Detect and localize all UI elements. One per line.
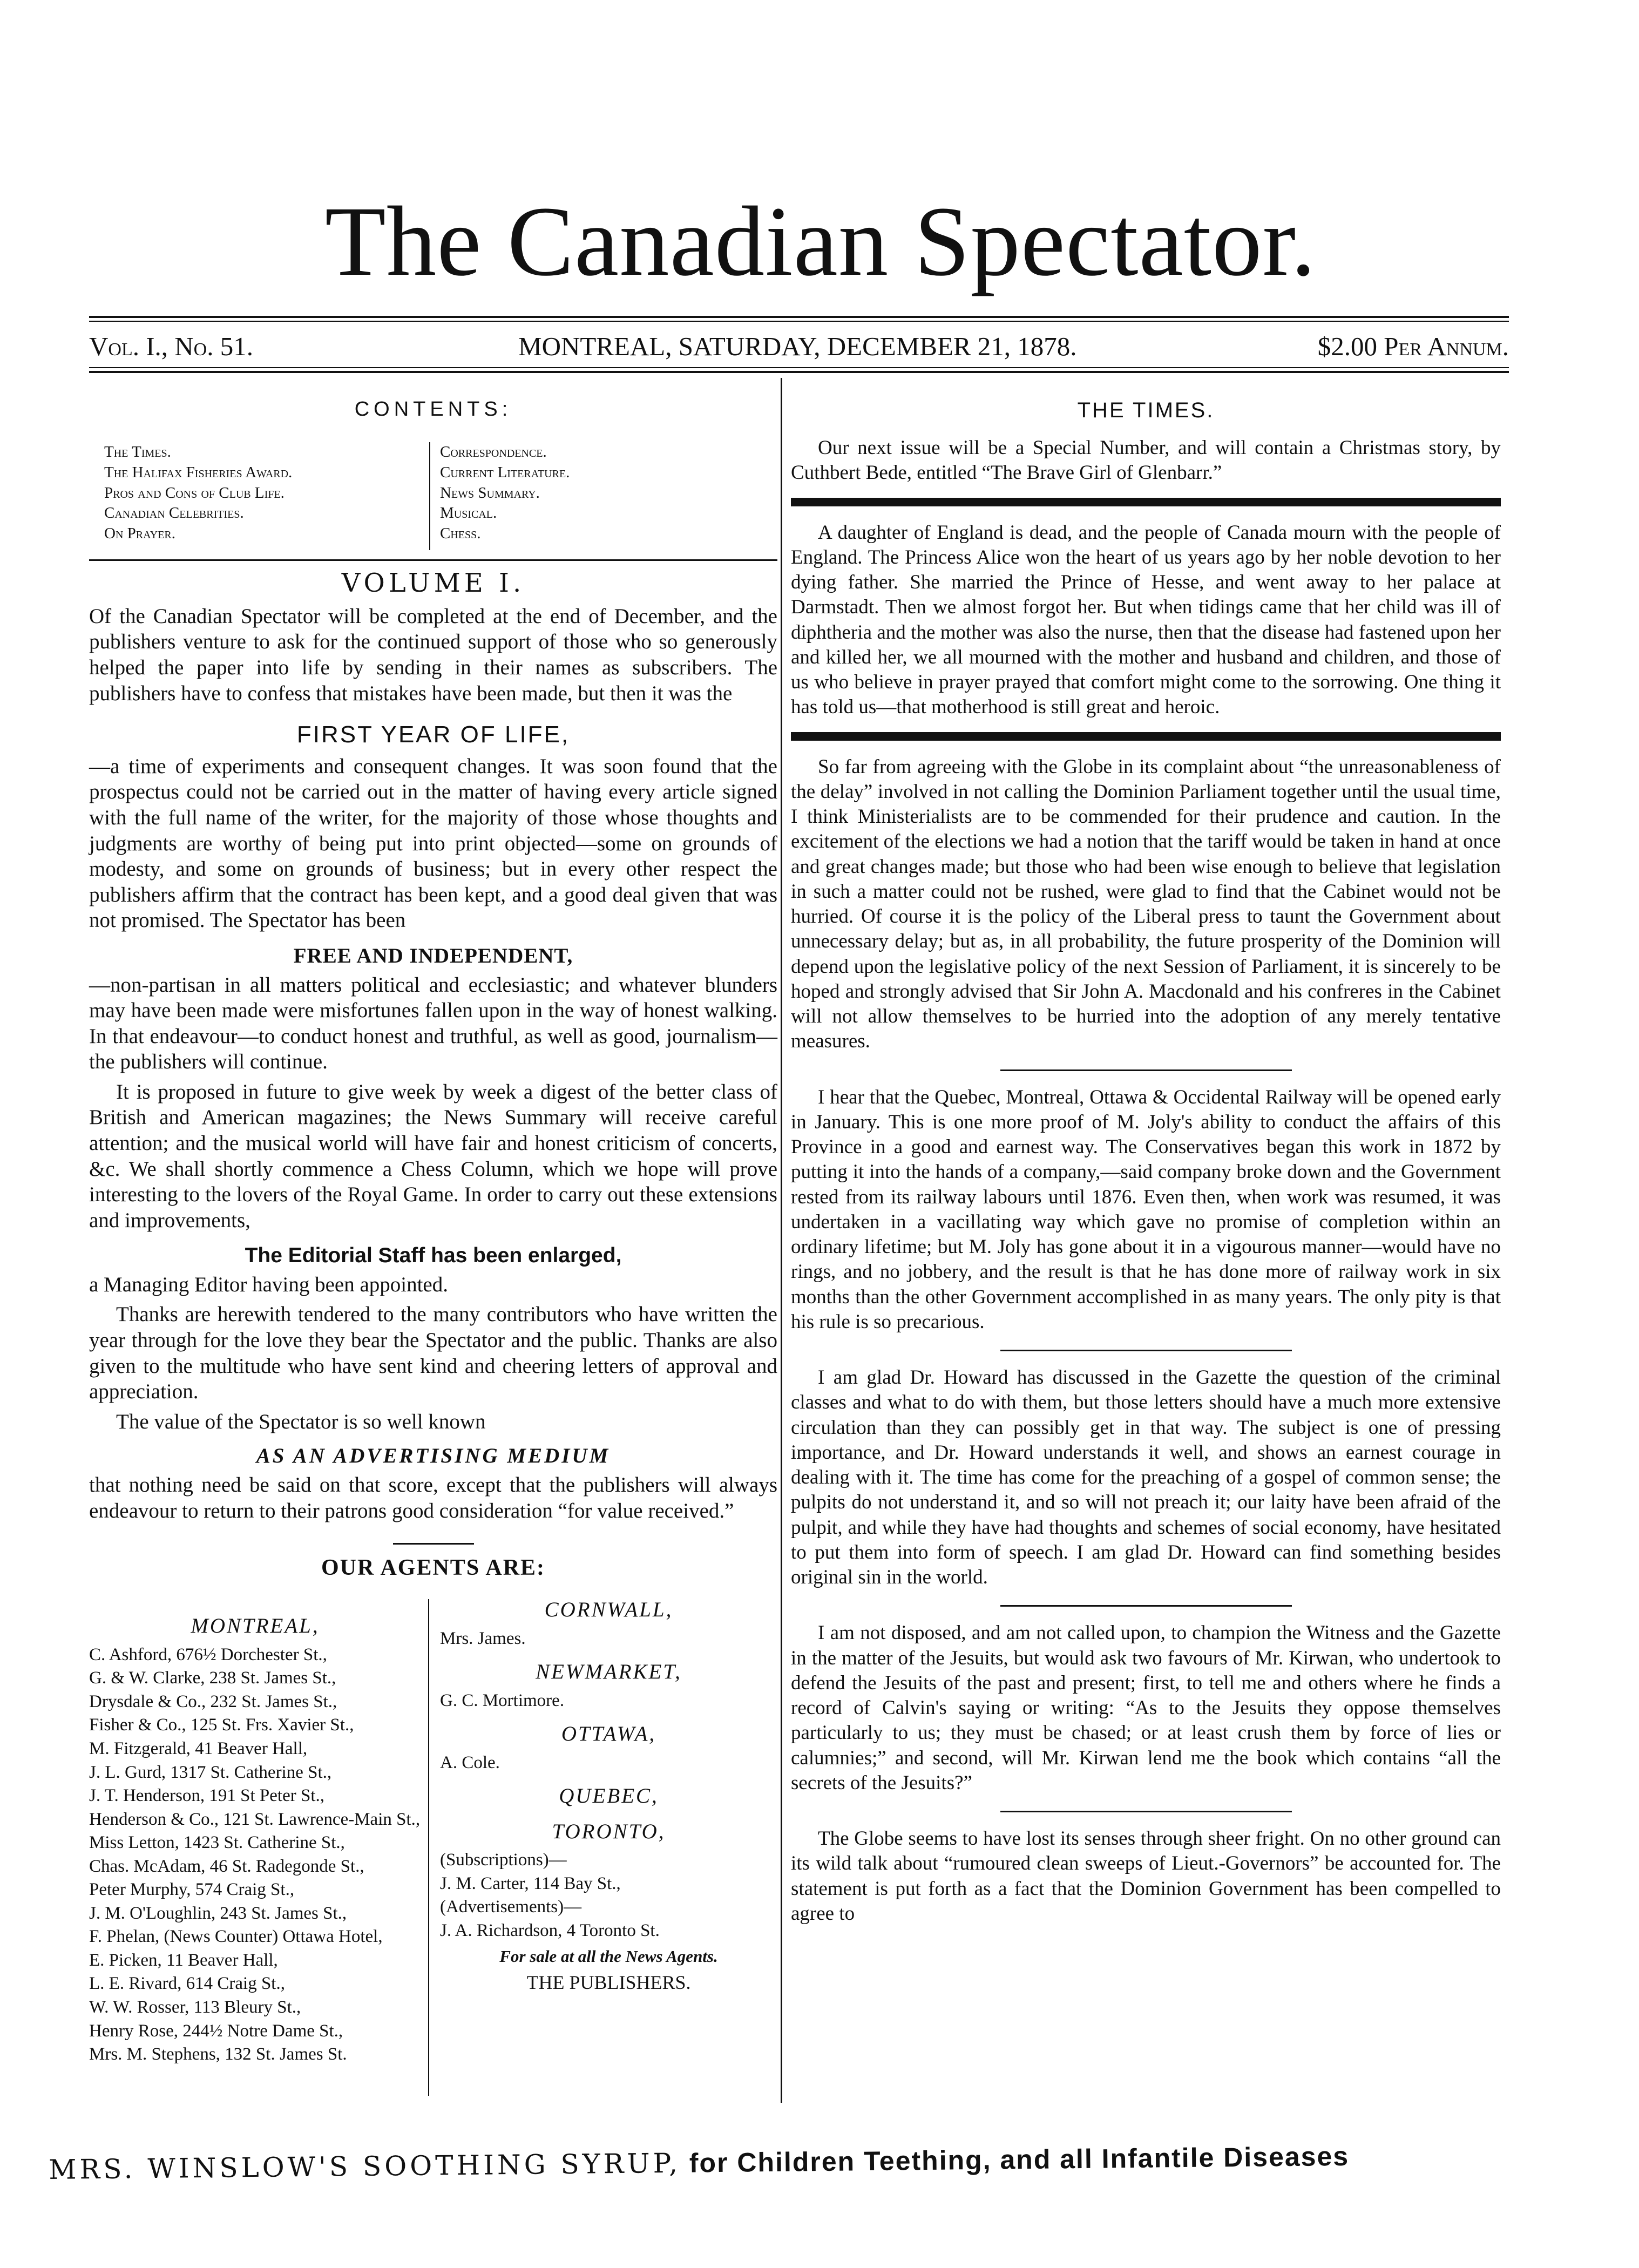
agent-entry: Chas. McAdam, 46 St. Radegonde St.,: [89, 1856, 364, 1876]
publishers-signature: THE PUBLISHERS.: [526, 1972, 691, 1994]
city-heading-cornwall: CORNWALL,: [544, 1598, 673, 1622]
agent-entry: G. C. Mortimore.: [440, 1690, 565, 1710]
contents-item: Correspondence.: [440, 443, 547, 461]
issue-rule-bottom-thin: [89, 367, 1509, 368]
times-heading: THE TIMES.: [1077, 398, 1215, 422]
agent-entry: Henry Rose, 244½ Notre Dame St.,: [89, 2021, 343, 2041]
editorial-staff-heading: The Editorial Staff has been enlarged,: [245, 1244, 622, 1268]
city-heading-montreal: MONTREAL,: [191, 1614, 320, 1638]
agent-entry: G. & W. Clarke, 238 St. James St.,: [89, 1668, 336, 1688]
section-rule: [1000, 1811, 1292, 1812]
section-rule: [1000, 1605, 1292, 1607]
agent-entry: J. M. O'Loughlin, 243 St. James St.,: [89, 1903, 347, 1923]
agent-entry: J. A. Richardson, 4 Toronto St.: [440, 1920, 660, 1940]
contents-divider: [429, 442, 430, 550]
column-divider: [781, 378, 782, 2103]
advertisement-banner: [49, 2138, 1593, 2185]
agents-montreal: [89, 1604, 421, 2066]
globe-parliament-paragraph: So far from agreeing with the Globe in its complaint about “the unreasonableness of the delay” involved in not calling the Dominion Parliament together until the usual time, I think Ministerialists are to be commended for their prudence and caution. In the excitement of the elections we had a notion that the tariff would be taken in hand at once and great changes made; but those who had been wise enough to believe that legislation in such a matter could not be rushed, were glad to find that the Cabinet would not be hurried. Of course it is the policy of the Liberal press to taunt the Government about unnecessary delay; but as, in all probability, the future prosperity of the Dominion will depend upon the legislative policy of the next Session of Parliament, it is sincerely to be hoped and strongly advised that Sir John A. Macdonald and his confreres in the Cabinet will not allow themselves to be hurried into the adoption of any merely tentative measures.: [791, 755, 1501, 1053]
agent-entry: Fisher & Co., 125 St. Frs. Xavier St.,: [89, 1715, 354, 1735]
left-column: [89, 397, 777, 2107]
for-sale-note: For sale at all the News Agents.: [499, 1947, 718, 1966]
contents-item: Canadian Celebrities.: [104, 504, 244, 522]
agent-entry: Drysdale & Co., 232 St. James St.,: [89, 1691, 337, 1711]
advertisement-text: for Children Teething, and all Infantile Diseases: [680, 2141, 1350, 2178]
free-independent-heading: FREE AND INDEPENDENT,: [293, 944, 573, 967]
special-number-paragraph: Our next issue will be a Special Number, and will contain a Christmas story, by Cuthbert Bede, entitled “The Brave Girl of Glenbarr.”: [791, 437, 1501, 484]
agent-entry: Peter Murphy, 574 Craig St.,: [89, 1880, 295, 1900]
advertising-medium-heading: AS AN ADVERTISING MEDIUM: [256, 1444, 611, 1468]
value-paragraph: The value of the Spectator is so well known: [116, 1410, 486, 1433]
agent-entry: C. Ashford, 676½ Dorchester St.,: [89, 1644, 327, 1664]
agent-entry: (Advertisements)—: [440, 1897, 582, 1917]
contents-title: CONTENTS:: [354, 398, 512, 421]
section-rule: [1000, 1069, 1292, 1071]
agent-entry: Mrs. M. Stephens, 132 St. James St.: [89, 2044, 347, 2064]
contents-item: On Prayer.: [104, 525, 175, 543]
agents-heading: OUR AGENTS ARE:: [321, 1555, 546, 1581]
free-independent-paragraph: —non-partisan in all matters political and ecclesiastic; and whatever blunders may have been made were misfortunes fallen upon in the way of honest walking. In that endeavour—to conduct honest and truthful, as well as good, journalism—the publishers will continue.: [89, 973, 777, 1074]
masthead-rule-top: [89, 316, 1509, 318]
contents-column-2: [440, 442, 721, 544]
volume-number: Vol. I., No. 51.: [89, 331, 253, 361]
agent-entry: J. L. Gurd, 1317 St. Catherine St.,: [89, 1762, 332, 1782]
agent-entry: Mrs. James.: [440, 1628, 526, 1648]
city-heading-quebec: QUEBEC,: [559, 1784, 659, 1808]
agents-divider: [428, 1599, 429, 2096]
contents-item: Current Literature.: [440, 464, 570, 482]
city-heading-newmarket: NEWMARKET,: [536, 1660, 682, 1684]
agents-rule: [393, 1543, 474, 1545]
agent-entry: J. T. Henderson, 191 St Peter St.,: [89, 1786, 325, 1806]
contents-item: Chess.: [440, 525, 481, 543]
agent-entry: (Subscriptions)—: [440, 1850, 567, 1870]
globe-fright-paragraph: The Globe seems to have lost its senses through sheer fright. On no other ground can its wild talk about “rumoured clean sweeps of Lieut.-Governors” be accounted for. The statement is put forth as a fact that the Dominion Government has been compelled to agree to: [791, 1827, 1501, 1925]
agents-list: [89, 1588, 777, 2107]
contents-list: [89, 442, 777, 553]
dateline: MONTREAL, SATURDAY, DECEMBER 21, 1878.: [518, 331, 1077, 361]
section-rule: [1000, 1350, 1292, 1351]
agent-entry: J. M. Carter, 114 Bay St.,: [440, 1873, 621, 1893]
contents-item: Musical.: [440, 504, 497, 522]
agent-entry: M. Fitzgerald, 41 Beaver Hall,: [89, 1738, 308, 1758]
contents-item: The Halifax Fisheries Award.: [104, 464, 293, 482]
agent-entry: E. Picken, 11 Beaver Hall,: [89, 1950, 278, 1970]
advertisement-product: MRS. WINSLOW'S SOOTHING SYRUP,: [49, 2147, 681, 2185]
jesuits-paragraph: I am not disposed, and am not called upon, to champion the Witness and the Gazette in the matter of the Jesuits, but would ask two favours of Mr. Kirwan, who undertook to defend the Jesuits of the past and present; first, to tell me and others where he finds a record of Calvin's saying or writing: “As to the Jesuits they oppose themselves particularly to us; they must be chased; or at least crush them by force of lies or calumnies;” and second, will Mr. Kirwan lend me the book which contains “all the secrets of the Jesuits?”: [791, 1622, 1501, 1794]
city-heading-toronto: TORONTO,: [552, 1819, 666, 1843]
princess-alice-paragraph: A daughter of England is dead, and the people of Canada mourn with the people of England. The Princess Alice won the heart of us years ago by her noble devotion to her dying father. She married the Prince of Hesse, and went away to her palace at Darmstadt. Then we almost forgot her. But when tidings came that her child was ill of diphtheria and the mother was also the nurse, then that the disease had fastened upon her and killed her, we all mourned with the mother and husband and children, and those of us who believe in prayer prayed that comfort might come to the sorrowing. One thing it has told us—that motherhood is still great and heroic.: [791, 521, 1501, 719]
first-year-heading: FIRST YEAR OF LIFE,: [296, 721, 570, 748]
contents-column-1: [104, 442, 385, 544]
heavy-rule: [791, 498, 1501, 506]
agent-entry: Henderson & Co., 121 St. Lawrence-Main St.,: [89, 1809, 421, 1829]
volume-heading: VOLUME I.: [341, 568, 525, 599]
agents-other-cities: [440, 1588, 777, 1996]
agent-entry: W. W. Rosser, 113 Bleury St.,: [89, 1997, 301, 2017]
future-plans-paragraph: It is proposed in future to give week by week a digest of the better class of British and American magazines; the News Summary will receive careful attention; and the musical world will have fair and honest criticism of concerts, &c. We shall shortly commence a Chess Column, which we hope will prove interesting to the lovers of the Royal Game. In order to carry out these extensions and improvements,: [89, 1080, 777, 1232]
city-heading-ottawa: OTTAWA,: [561, 1722, 656, 1746]
subscription-price: $2.00 Per Annum.: [1317, 331, 1509, 361]
first-year-paragraph: —a time of experiments and consequent changes. It was soon found that the prospectus could not be carried out in the matter of having every article signed with the full name of the writer, for the majority of those whose thoughts and judgments are worthy of being put into print objected—some on grounds of modesty, and some on grounds of business; but in every other respect the publishers affirm that the contract has been kept, and a good deal given that was not promised. The Spectator has been: [89, 754, 777, 932]
thanks-paragraph: Thanks are herewith tendered to the many contributors who have written the year through for the love they bear the Spectator and the public. Thanks are also given to the multitude who have sent kind and cheering letters of approval and appreciation.: [89, 1303, 777, 1404]
dr-howard-paragraph: I am glad Dr. Howard has discussed in the Gazette the question of the criminal classes and what to do with them, but those letters should have a much more extensive circulation than they can possibly get in that way. The subject is one of pressing importance, and Dr. Howard understands it well, and shows an earnest courage in dealing with it. The time has come for the preaching of a gospel of common sense; the pulpits do not understand it, and so will not preach it; our laity have been afraid of the pulpit, and while they have had thoughts and schemes of social economy, have hesitated to put them into form of speech. I am glad Dr. Howard can find something besides original sin in the world.: [791, 1366, 1501, 1588]
contents-item: The Times.: [104, 443, 171, 461]
railway-paragraph: I hear that the Quebec, Montreal, Ottawa & Occidental Railway will be opened early in January. This is one more proof of M. Joly's ability to conduct the affairs of this Province in a good and earnest way. The Conservatives began this work in 1872 by putting it into the hands of a company,—said company broke down and the Government rested from its railway labours until 1876. Even then, when work was resumed, it was undertaken in a vacillating way which gave no promise of completion within an ordinary lifetime; but M. Joly has gone about it in a vigourous manner—would have no rings, and no jobbery, and the result is that he has done more of railway work in six months than the other Government accomplished in as many years. The only pity is that his rule is so precarious.: [791, 1086, 1501, 1333]
agent-entry: L. E. Rivard, 614 Craig St.,: [89, 1974, 285, 1994]
volume-paragraph: Of the Canadian Spectator will be completed at the end of December, and the publishers venture to ask for the continued support of those who so generously helped the paper into life by sending in their names as subscribers. The publishers have to confess that mistakes have been made, but then it was the: [89, 604, 777, 705]
contents-item: News Summary.: [440, 484, 540, 502]
heavy-rule: [791, 732, 1501, 741]
contents-item: Pros and Cons of Club Life.: [104, 484, 285, 502]
agent-entry: F. Phelan, (News Counter) Ottawa Hotel,: [89, 1927, 383, 1947]
issue-bar: [89, 327, 1509, 364]
issue-rule-bottom: [89, 371, 1509, 373]
advertising-paragraph: that nothing need be said on that score, except that the publishers will always endeavour to return to their patrons good consideration “for value received.”: [89, 1473, 777, 1522]
managing-editor-paragraph: a Managing Editor having been appointed.: [89, 1272, 448, 1296]
contents-rule: [89, 559, 777, 561]
masthead-title: The Canadian Spectator.: [324, 186, 1317, 297]
agent-entry: Miss Letton, 1423 St. Catherine St.,: [89, 1833, 345, 1853]
masthead-rule-top-thin: [89, 321, 1509, 322]
agent-entry: A. Cole.: [440, 1752, 500, 1772]
right-column: [791, 397, 1501, 1931]
